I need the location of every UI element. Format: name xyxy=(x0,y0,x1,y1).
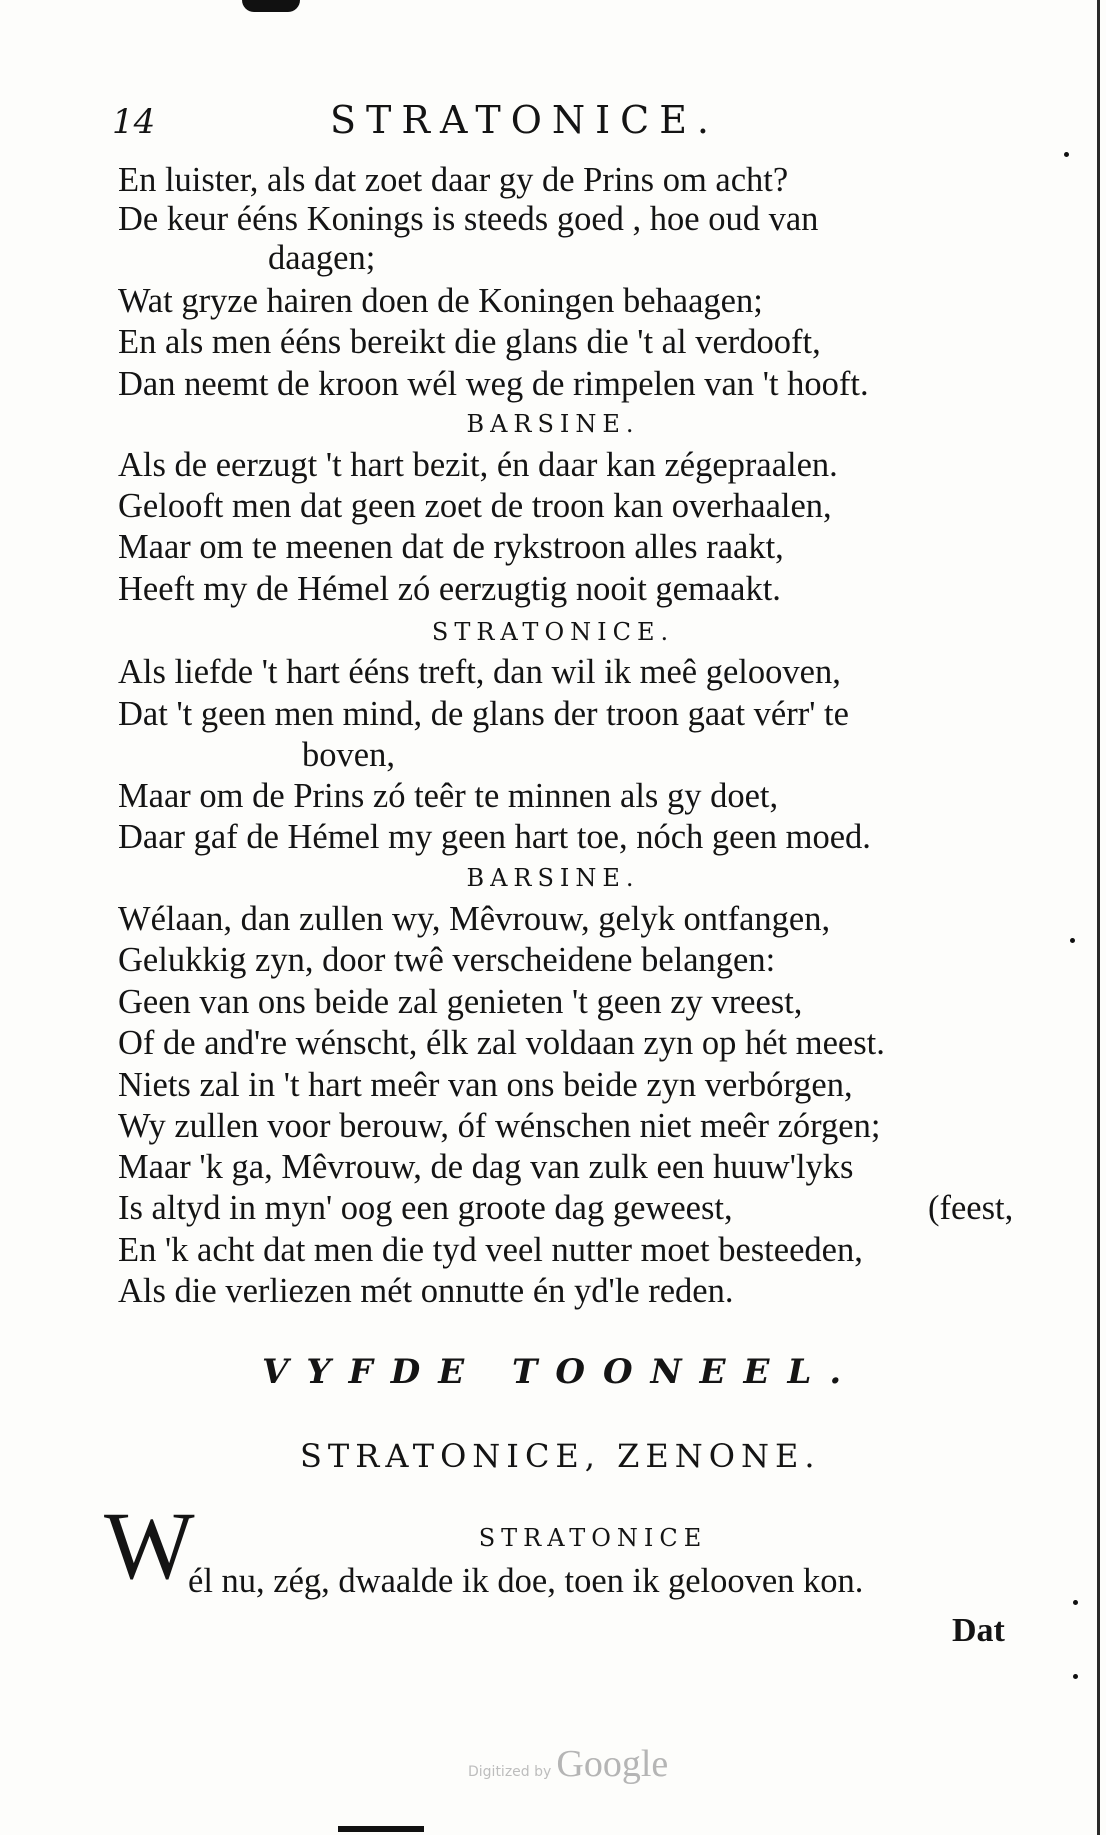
catchword: Dat xyxy=(952,1612,1005,1649)
verse-line: él nu, zég, dwaalde ik doe, toen ik gelooven kon. xyxy=(188,1562,864,1600)
page-header xyxy=(112,98,832,148)
ink-speck xyxy=(1073,1600,1078,1605)
verse-line: Gelukkig zyn, door twê verscheidene belangen: xyxy=(118,941,776,979)
verse-line: Heeft my de Hémel zó eerzugtig nooit gemaakt. xyxy=(118,570,781,608)
speaker-name: STRATONICE. xyxy=(431,618,675,646)
verse-line: Wat gryze hairen doen de Koningen behaagen; xyxy=(118,282,763,320)
speaker-name: BARSINE. xyxy=(466,410,640,438)
verse-line: Als die verliezen mét onnutte én yd'le reden. xyxy=(118,1272,734,1310)
binding-mark-bottom xyxy=(338,1826,424,1832)
verse-overflow: (feest, xyxy=(928,1189,1014,1227)
verse-line: Geen van ons beide zal genieten 't geen zy vreest, xyxy=(118,983,803,1021)
page-edge-line xyxy=(1097,0,1100,1835)
verse-line: De keur ééns Konings is steeds goed , hoe oud van xyxy=(118,200,819,238)
binding-mark-top xyxy=(242,0,300,12)
verse-line: Maar 'k ga, Mêvrouw, de dag van zulk een huuw'lyks xyxy=(118,1148,854,1186)
verse-line: Als de eerzugt 't hart bezit, én daar kan zégepraalen. xyxy=(118,446,838,484)
speaker-name: BARSINE. xyxy=(466,864,640,892)
verse-line: Wélaan, dan zullen wy, Mêvrouw, gelyk ontfangen, xyxy=(118,900,831,938)
verse-line: Is altyd in myn' oog een groote dag geweest, xyxy=(118,1189,733,1227)
verse-line: Gelooft men dat geen zoet de troon kan overhaalen, xyxy=(118,487,832,525)
ink-speck xyxy=(1073,1674,1078,1679)
verse-line: Dat 't geen men mind, de glans der troon gaat vérr' te xyxy=(118,695,849,733)
digitized-by-label: Digitized by xyxy=(468,1764,552,1780)
page-number: 14 xyxy=(112,102,156,142)
verse-line: boven, xyxy=(302,736,395,774)
google-logo: Google xyxy=(556,1743,669,1785)
verse-line: Wy zullen voor berouw, óf wénschen niet meêr zórgen; xyxy=(118,1107,881,1145)
verse-line: Daar gaf de Hémel my geen hart toe, nóch geen moed. xyxy=(118,818,871,856)
verse-line: Maar om de Prins zó teêr te minnen als gy doet, xyxy=(118,777,779,815)
verse-line: Niets zal in 't hart meêr van ons beide zyn verbórgen, xyxy=(118,1066,853,1104)
verse-line: Maar om te meenen dat de rykstroon alles raakt, xyxy=(118,528,784,566)
drop-cap: W xyxy=(104,1492,195,1599)
speaker-name: STRATONICE xyxy=(478,1524,708,1552)
verse-line: Dan neemt de kroon wél weg de rimpelen van 't hooft. xyxy=(118,365,869,403)
verse-line: daagen; xyxy=(268,239,376,277)
verse-line: En 'k acht dat men die tyd veel nutter moet besteeden, xyxy=(118,1231,863,1269)
digitizer-watermark xyxy=(468,1742,668,1786)
running-title: STRATONICE. xyxy=(330,98,720,142)
scene-heading: VYFDE TOONEEL. xyxy=(262,1352,860,1392)
scene-characters: STRATONICE, ZENONE. xyxy=(300,1437,821,1475)
verse-line: Of de and're wénscht, élk zal voldaan zyn op hét meest. xyxy=(118,1024,885,1062)
verse-line: Als liefde 't hart ééns treft, dan wil ik meê gelooven, xyxy=(118,653,841,691)
verse-line: En luister, als dat zoet daar gy de Prins om acht? xyxy=(118,161,789,199)
ink-speck xyxy=(1064,152,1069,157)
verse-line: En als men ééns bereikt die glans die 't al verdooft, xyxy=(118,323,821,361)
ink-speck xyxy=(1070,938,1075,943)
